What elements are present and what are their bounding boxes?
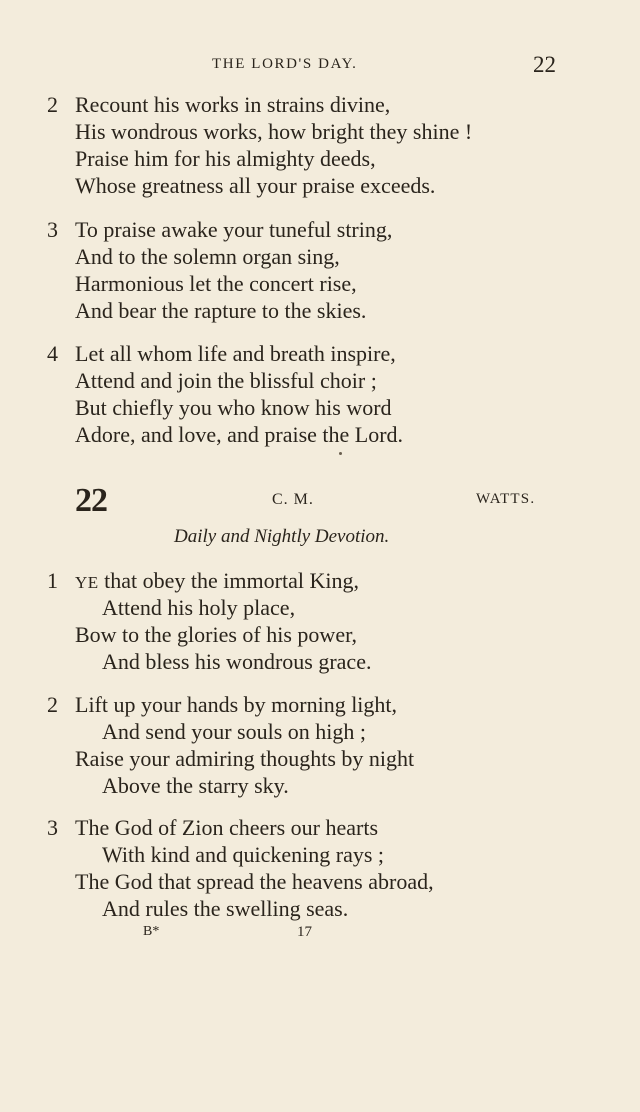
verse-line: With kind and quickening rays ; xyxy=(102,842,385,867)
verse-line: Harmonious let the concert rise, xyxy=(75,271,357,296)
verse-line: Raise your admiring thoughts by night xyxy=(75,746,415,771)
hymn-meter: C. M. xyxy=(272,491,314,508)
folio-number: 17 xyxy=(297,924,312,940)
verse-line: Attend his holy place, xyxy=(102,595,296,620)
hymn-author: WATTS. xyxy=(476,491,536,507)
verse-line: Attend and join the blissful choir ; xyxy=(75,368,377,393)
stanza-number: 2 xyxy=(47,692,58,717)
verse-line xyxy=(75,568,359,595)
running-title: THE LORD'S DAY. xyxy=(212,56,358,72)
stanza-number: 4 xyxy=(47,341,58,366)
running-head xyxy=(0,52,640,80)
verse-line: To praise awake your tuneful string, xyxy=(75,217,393,242)
verse-line: The God that spread the heavens abroad, xyxy=(75,869,434,894)
initial-word: YE xyxy=(75,573,99,592)
page-number: 22 xyxy=(533,52,556,77)
verse-line: Bow to the glories of his power, xyxy=(75,622,358,647)
page-footer xyxy=(0,924,640,946)
verse-line: And rules the swelling seas. xyxy=(102,896,349,921)
verse-line: Lift up your hands by morning light, xyxy=(75,692,398,717)
verse-line-rest: that obey the immortal King, xyxy=(98,568,359,593)
verse-line: And to the solemn organ sing, xyxy=(75,244,340,269)
verse-line: And bear the rapture to the skies. xyxy=(75,298,367,323)
verse-line: Recount his works in strains divine, xyxy=(75,92,391,117)
hymn-title: Daily and Nightly Devotion. xyxy=(174,526,390,547)
signature-mark: B* xyxy=(143,924,160,939)
verse-line: And bless his wondrous grace. xyxy=(102,649,372,674)
stanza-number: 3 xyxy=(47,217,58,242)
verse-line: Praise him for his almighty deeds, xyxy=(75,146,376,171)
verse-line: Whose greatness all your praise exceeds. xyxy=(75,173,436,198)
verse-line: Above the starry sky. xyxy=(102,773,289,798)
verse-line: Let all whom life and breath inspire, xyxy=(75,341,396,366)
verse-line: His wondrous works, how bright they shine ! xyxy=(75,119,473,144)
verse-line: And send your souls on high ; xyxy=(102,719,366,744)
hymn-number: 22 xyxy=(75,482,107,519)
verse-line: The God of Zion cheers our hearts xyxy=(75,815,379,840)
verse-line: But chiefly you who know his word xyxy=(75,395,392,420)
stanza-number: 1 xyxy=(47,568,58,593)
ornament-dot xyxy=(339,452,342,455)
hymn-heading xyxy=(0,482,640,522)
stanza-number: 3 xyxy=(47,815,58,840)
verse-line: Adore, and love, and praise the Lord. xyxy=(75,422,404,447)
stanza-number: 2 xyxy=(47,92,58,117)
